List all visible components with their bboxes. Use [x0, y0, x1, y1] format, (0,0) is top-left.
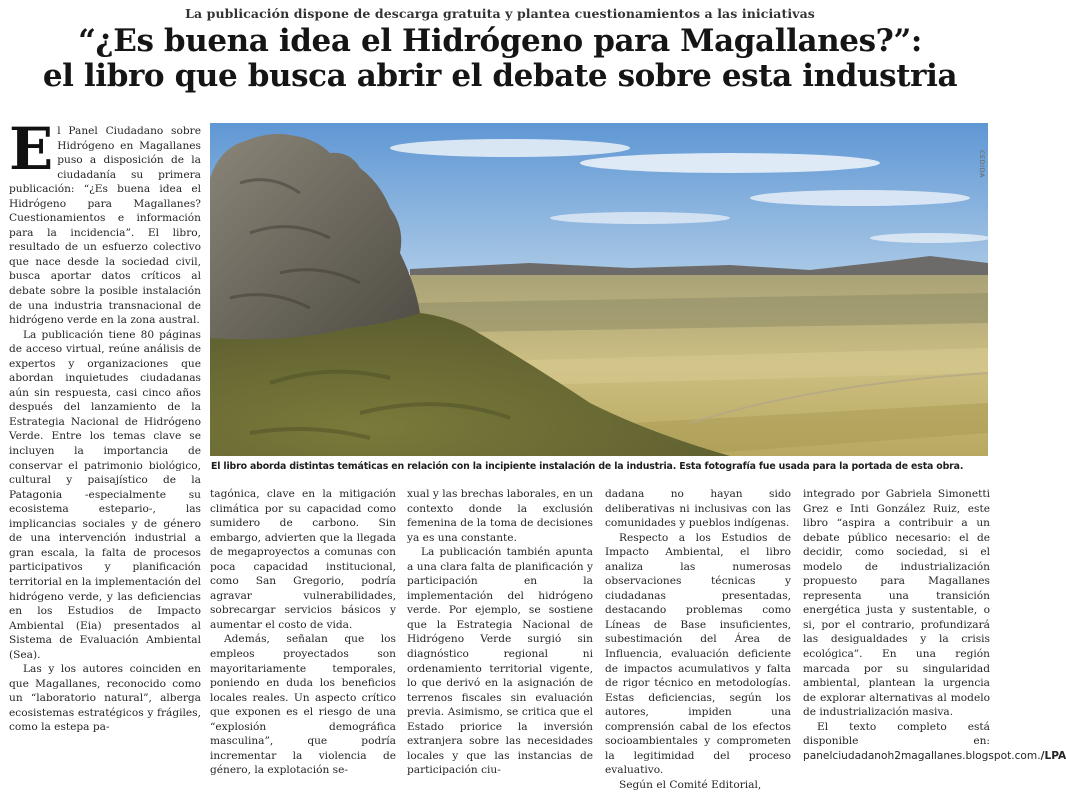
dropcap: E	[9, 115, 54, 183]
paragraph-9: Respecto a los Estudios de Impacto Ambiental, el libro analiza las numerosas observaciones técnicas y ciudadanas presentadas, destacando problemas como Líneas de Base insuficientes, subestimación del Área de Influencia, evaluación deficiente de impactos acumulativos y falta de rigor técnico en metodologías. Estas deficiencias, según los autores, impiden una comprensión cabal de los efectos socioambientales y comprometen la legitimidad del proceso evaluativo.	[605, 531, 791, 777]
paragraph-2: La publicación tiene 80 páginas de acceso virtual, reúne análisis de expertos y organizaciones que abordan inquietudes ciudadanas aún sin respuesta, casi cinco años después del lanzamiento de la Estrategia Nacional de Hidrógeno Verde. Entre los temas clave se incluyen la importancia de conservar el patrimonio biológico, cultural y paisajístico de la Patagonia -especialmente su ecosistema estepario-, las implicancias sociales y de género de una intervención industrial a gran escala, la falta de procesos participativos y planificación territorial en la implementación del hidrógeno verde, y las deficiencias en los Estudios de Impacto Ambiental (Eia) presentados al Sistema de Evaluación Ambiental (Sea).	[9, 328, 201, 661]
paragraph-1: El Panel Ciudadano sobre Hidrógeno en Magallanes puso a disposición de la ciudadanía su primera publicación: “¿Es buena idea el Hidrógeno para Magallanes? Cuestionamientos e información para la incidencia”. El libro, resultado de un esfuerzo colectivo que nace desde la sociedad civil, busca aportar datos críticos al debate sobre la posible instalación de una industria transnacional de hidrógeno verde en la zona austral.	[9, 115, 201, 327]
article-column-3	[407, 487, 593, 792]
article-column-1	[9, 115, 201, 792]
paragraph-7: La publicación también apunta a una clara falta de planificación y participación en la implementación del hidrógeno verde. Por ejemplo, se sostiene que la Estrategia Nacional de Hidrógeno Verde surgió sin diagnóstico regional ni ordenamiento territorial vigente, lo que derivó en la asignación de terrenos fiscales sin evaluación previa. Asimismo, se critica que el Estado priorice la inversión extranjera sobre las necesidades locales y que las instancias de participación ciu-	[407, 546, 593, 777]
kicker: La publicación dispone de descarga gratuita y plantea cuestionamientos a las iniciativas	[185, 6, 815, 21]
paragraph-3: Las y los autores coinciden en que Magallanes, reconocido como un “laboratorio natural”, alberga ecosistemas estratégicos y frágiles, como la estepa pa-	[9, 663, 201, 734]
cloud	[750, 190, 970, 206]
paragraph-5: Además, señalan que los empleos proyectados son mayoritariamente temporales, poniendo en duda los beneficios locales reales. Un aspecto crítico que exponen es el riesgo de una “explosión demográfica masculina”, que podría incrementar la violencia de género, la explotación se-	[210, 633, 396, 777]
headline-line-2: el libro que busca abrir el debate sobre esta industria	[42, 58, 958, 94]
paragraph-4: tagónica, clave en la mitigación climática por su capacidad como sumidero de carbono. Sin embargo, advierten que la llegada de megaproyectos a comunas con poca capacidad institucional, como San Gregorio, podría agravar vulnerabilidades, sobrecargar servicios básicos y aumentar el costo de vida.	[210, 488, 396, 631]
paragraph-6: xual y las brechas laborales, en un contexto donde la exclusión femenina de la toma de decisiones ya es una constante.	[407, 488, 593, 544]
paragraph-12: El texto completo está disponible en: panelciudadanoh2magallanes.blogspot.com./LPA	[803, 720, 1066, 762]
cloud	[550, 212, 730, 224]
photo-caption: El libro aborda distintas temáticas en relación con la incipiente instalación de la industria. Esta fotografía fue usada para la portada de esta obra.	[211, 461, 964, 472]
author-signature: /LPA	[1040, 749, 1066, 762]
headline-line-1: “¿Es buena idea el Hidrógeno para Magallanes?”:	[78, 23, 922, 59]
paragraph-10: Según el Comité Editorial,	[619, 778, 762, 791]
cloud	[390, 139, 630, 157]
article-column-2	[210, 487, 396, 792]
article-column-5	[803, 487, 1066, 792]
photo-credit: CEDIDA	[978, 150, 986, 178]
headline	[0, 24, 1000, 94]
patagonia-landscape-photo	[210, 123, 988, 456]
cloud	[580, 153, 880, 173]
book-url: panelciudadanoh2magallanes.blogspot.com.	[803, 749, 1041, 762]
article-column-4	[605, 487, 791, 792]
paragraph-8: dadana no hayan sido deliberativas ni inclusivas con las comunidades y pueblos indígenas.	[605, 488, 791, 530]
cloud	[870, 233, 990, 243]
paragraph-11: integrado por Gabriela Simonetti Grez e Inti González Ruiz, este libro “aspira a contribuir a un debate público necesario: el de decidir, como sociedad, si el modelo de industrialización propuesto para Magallanes representa una transición energética justa y sustentable, o si, por el contrario, profundizará las desigualdades y la crisis ecológica”. En una región marcada por su singularidad ambiental, plantean la urgencia de explorar alternativas al modelo de industrialización masiva.	[803, 488, 990, 719]
